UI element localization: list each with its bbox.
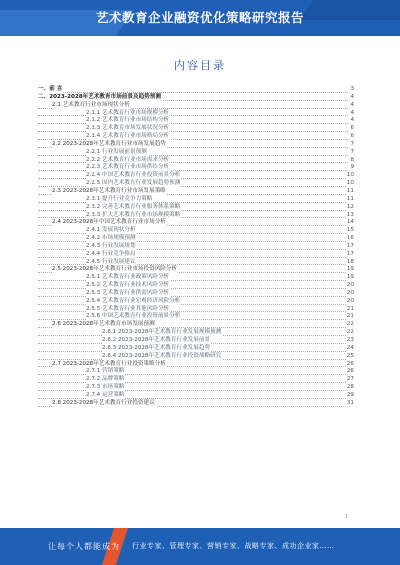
toc-entry-title: 2.6.4 2023-2028年艺术教育行业投资战略研究 (102, 352, 222, 359)
toc-entry-page: 16 (346, 235, 354, 242)
toc-entry-page: 6 (350, 125, 354, 132)
toc-entry-page: 4 (350, 117, 354, 124)
page-number: 1 (344, 514, 348, 520)
toc-entry-title: 2.6.3 2023-2028年艺术教育行业发展趋势 (102, 344, 211, 351)
toc-entry-page: 10 (346, 180, 354, 187)
toc-entry-title: 2.3.1 提升行业竞争力策略 (86, 195, 153, 202)
toc-entry-page: 20 (346, 282, 354, 289)
toc-entry-page: 11 (346, 187, 354, 194)
toc-entry-title: 2.1.4 艺术教育行业市场格局分析 (86, 133, 170, 140)
toc-entry-page: 27 (346, 376, 354, 383)
toc-entry-page: 26 (346, 360, 354, 367)
footer-slogan-left: 让每个人都能成为 (48, 542, 120, 551)
toc-entry-title: 2.5.4 艺术教育行业宏观经济风险分析 (86, 297, 181, 304)
toc-entry-title: 2.4 2023-2028年中国艺术教育行业市场分析 (52, 219, 166, 226)
toc-entry-page: 23 (346, 337, 354, 343)
toc-entry-title: 2.2.2 艺术教育行业市场需求分析 (86, 156, 170, 163)
toc-entry-title: 2.4.3 行业发展规划 (86, 242, 136, 249)
toc-entry-page: 18 (346, 258, 354, 265)
toc-entry-page: 20 (346, 289, 354, 296)
report-title: 艺术教育企业融资优化策略研究报告 (95, 10, 304, 25)
toc-entry-page: 4 (350, 101, 354, 108)
toc-entry-page: 21 (346, 313, 354, 320)
toc-entry-title: 2.7.2 品牌策略 (86, 376, 125, 383)
toc-entry-page: 9 (350, 164, 354, 171)
toc-entry[interactable] (38, 400, 354, 408)
toc-entry-page: 15 (346, 227, 354, 234)
toc-entry-title: 2.5.3 艺术教育行业供需风险分析 (86, 289, 170, 296)
toc-entry-title: 2.5.5 艺术教育行业其他风险分析 (86, 305, 170, 312)
toc-entry-title: 2.5.1 艺术教育行业政策风险分析 (86, 274, 170, 281)
toc-entry-title: 2.7.1 营销策略 (86, 368, 125, 375)
toc-entry-title: 2.8 2023-2028年艺术教育行业投资建议 (52, 399, 155, 406)
report-footer (0, 528, 400, 565)
toc-entry-title: 2.6.1 2023-2028年艺术教育行业发展规模预测 (102, 329, 222, 336)
toc-entry-title: 2.2.1 行业发展前景预测 (86, 148, 147, 155)
toc-entry-page: 31 (346, 399, 354, 406)
toc-entry-title: 2.2.5 国内艺术教育行业发展趋势预测 (86, 180, 181, 187)
toc-entry-page: 28 (346, 384, 354, 391)
toc-entry-title: 2.7.4 运营策略 (86, 391, 125, 398)
toc-entry-title: 2.6 2023-2028年艺术教育市场发展预测 (52, 321, 155, 328)
toc-entry-page: 17 (346, 242, 354, 249)
toc-entry-title: 2.2 2023-2028年艺术教育行业市场发展趋势 (52, 140, 166, 147)
toc-entry-page: 14 (346, 219, 354, 226)
toc-entry-page: 20 (346, 297, 354, 304)
toc-entry-page: 10 (346, 172, 354, 179)
toc-entry-title: 2.3 2023-2028年艺术教育行业市场发展策略 (52, 187, 166, 194)
toc-entry-page: 19 (346, 274, 354, 281)
toc-entry-page: 4 (350, 109, 354, 116)
toc-entry-title: 一、前 言 (38, 86, 63, 92)
toc-entry-page: 25 (346, 352, 354, 359)
toc-entry-title: 2.1.1 艺术教育行业市场规模分析 (86, 109, 170, 116)
toc-entry-page: 13 (346, 211, 354, 218)
toc-entry-page: 11 (346, 195, 354, 202)
toc-entry-title: 2.1 艺术教育行业市场现状分析 (52, 101, 130, 108)
toc-entry-title: 2.1.2 艺术教育行业市场结构分析 (86, 117, 170, 124)
toc-entry-page: 6 (350, 133, 354, 140)
toc-entry-title: 2.5.6 中国艺术教育行业投资前景分析 (86, 313, 181, 320)
toc-entry-title: 2.2.4 中国艺术教育行业投资前景分析 (86, 172, 181, 179)
toc-entry-page: 12 (346, 203, 354, 210)
toc-entry-page: 26 (346, 368, 354, 375)
toc-entry-page: 29 (346, 391, 354, 398)
toc-entry-title: 2.2.3 艺术教育行业市场供给分析 (86, 164, 170, 171)
toc-entry-page: 3 (350, 86, 354, 92)
toc-entry-title: 2.1.3 艺术教育市场发展状况分析 (86, 125, 170, 132)
report-header (0, 0, 400, 36)
toc-entry-page: 7 (350, 140, 354, 147)
table-of-contents (38, 86, 354, 408)
toc-entry-page: 22 (346, 329, 354, 336)
toc-entry-title: 2.6.2 2023-2028年艺术教育行业发展前景 (102, 337, 211, 343)
toc-entry-title: 二、2023-2028年艺术教育市场前景及趋势预测 (38, 93, 161, 100)
toc-heading: 内容目录 (174, 59, 226, 72)
toc-entry-title: 2.7.3 市场策略 (86, 384, 125, 391)
toc-entry-title: 2.4.2 市场规模预测 (86, 235, 136, 242)
toc-entry-title: 2.7 2023-2028年艺术教育行业投资策略分析 (52, 360, 166, 367)
toc-entry-page: 24 (346, 344, 354, 351)
toc-entry-page: 7 (350, 148, 354, 155)
toc-entry-page: 8 (350, 156, 354, 163)
toc-entry-title: 2.4.1 发展现状分析 (86, 227, 136, 234)
toc-entry-page: 17 (346, 250, 354, 257)
toc-entry-page: 22 (346, 321, 354, 328)
toc-entry-page: 19 (346, 266, 354, 273)
toc-entry-title: 2.5 2023-2028年艺术教育行业市场投资风险分析 (52, 266, 178, 273)
toc-entry-title: 2.5.2 艺术教育行业技术风险分析 (86, 282, 170, 289)
footer-slogan-right: 行业专家、管理专家、营销专家、战略专家、成功企业家…… (132, 542, 335, 550)
toc-entry-title: 2.4.4 行业竞争格局 (86, 250, 136, 257)
toc-entry-title: 2.4.5 行业发展建议 (86, 258, 136, 265)
toc-entry-page: 21 (346, 305, 354, 312)
toc-entry-title: 2.3.2 完善艺术教育行业服务体系策略 (86, 203, 181, 210)
toc-entry-title: 2.3.3 扩大艺术教育行业市场规模策略 (86, 211, 181, 218)
toc-entry-page: 4 (350, 93, 354, 100)
